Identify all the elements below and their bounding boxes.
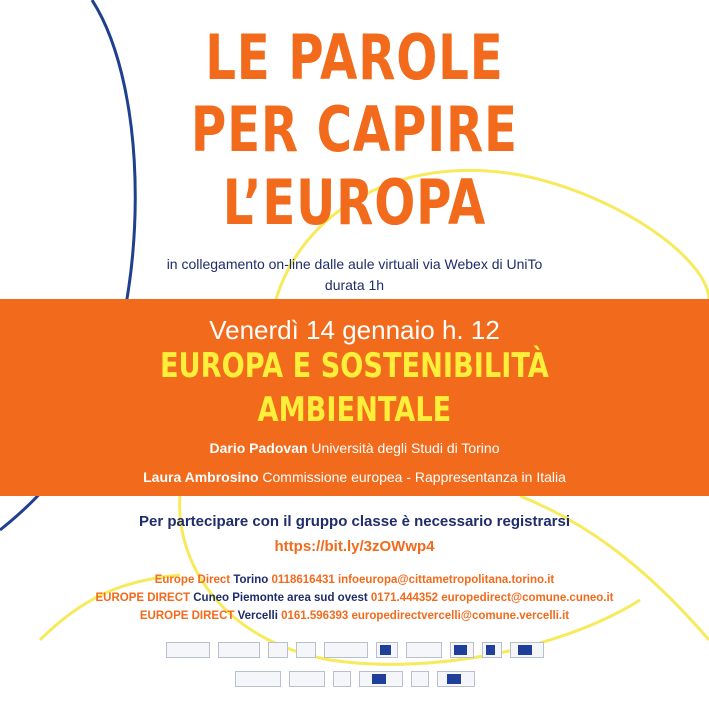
- eu-flag-logo-1: [376, 642, 398, 658]
- contact-vercelli-details[interactable]: 0161.596393 europedirectvercelli@comune.vercelli.it: [277, 610, 570, 622]
- partner-logo-row2-5: [411, 671, 429, 687]
- eu-flag-logo-row2-1: [359, 671, 403, 687]
- eu-flag-logo-3: [482, 642, 502, 658]
- contact-torino-details[interactable]: 0118616431 infoeuropa@cittametropolitana.torino.it: [268, 574, 555, 586]
- contact-vercelli: [0, 610, 709, 622]
- title-line-3: L’EUROPA: [222, 166, 487, 239]
- title-line-2: PER CAPIRE: [190, 93, 518, 166]
- event-topic-line-2: AMBIENTALE: [257, 390, 452, 430]
- partner-logo-7: [406, 642, 442, 658]
- subtitle-line-1: in collegamento on-line dalle aule virtuali via Webex di UniTo: [166, 256, 543, 272]
- contact-cuneo: [0, 592, 709, 604]
- registration-link[interactable]: https://bit.ly/3zOWwp4: [274, 538, 435, 555]
- partner-logo-3: [268, 642, 288, 658]
- partner-logos-row-1: [0, 642, 709, 658]
- title-line-1: LE PAROLE: [205, 21, 504, 94]
- contact-torino-place: Torino: [233, 574, 269, 586]
- event-topic-line-1: EUROPA E SOSTENIBILITÀ: [159, 346, 549, 386]
- speaker-1-affiliation: Università degli Studi di Torino: [311, 440, 500, 456]
- partner-logo-row2-2: [289, 671, 325, 687]
- speaker-2-name: Laura Ambrosino: [143, 469, 259, 485]
- partner-logo-row2-3: [333, 671, 351, 687]
- speaker-2-affiliation: Commissione europea - Rappresentanza in Italia: [258, 469, 566, 485]
- partner-logo-2: [218, 642, 260, 658]
- speaker-1: [0, 440, 709, 456]
- registration-text: Per partecipare con il gruppo classe è necessario registrarsi: [138, 513, 571, 530]
- contact-cuneo-prefix: EUROPE DIRECT: [95, 592, 194, 604]
- eu-flag-logo-4: [510, 642, 544, 658]
- partner-logo-5: [324, 642, 368, 658]
- subtitle-line-2: durata 1h: [324, 277, 385, 293]
- contact-torino-prefix: Europe Direct: [154, 574, 234, 586]
- contact-vercelli-place: Vercelli: [237, 610, 278, 622]
- contact-cuneo-details[interactable]: 0171.444352 europedirect@comune.cuneo.it: [367, 592, 614, 604]
- contact-vercelli-prefix: EUROPE DIRECT: [139, 610, 238, 622]
- speaker-1-name: Dario Padovan: [209, 440, 308, 456]
- partner-logos-row-2: [0, 671, 709, 687]
- university-seal-logo: [166, 642, 210, 658]
- eu-flag-logo-2: [450, 642, 474, 658]
- partner-logo-4: [296, 642, 316, 658]
- event-date: Venerdì 14 gennaio h. 12: [209, 315, 500, 345]
- contact-cuneo-place: Cuneo Piemonte area sud ovest: [193, 592, 368, 604]
- speaker-2: [0, 469, 709, 485]
- partner-logo-row2-1: [235, 671, 281, 687]
- eu-flag-logo-row2-2: [437, 671, 475, 687]
- contact-torino: [0, 574, 709, 586]
